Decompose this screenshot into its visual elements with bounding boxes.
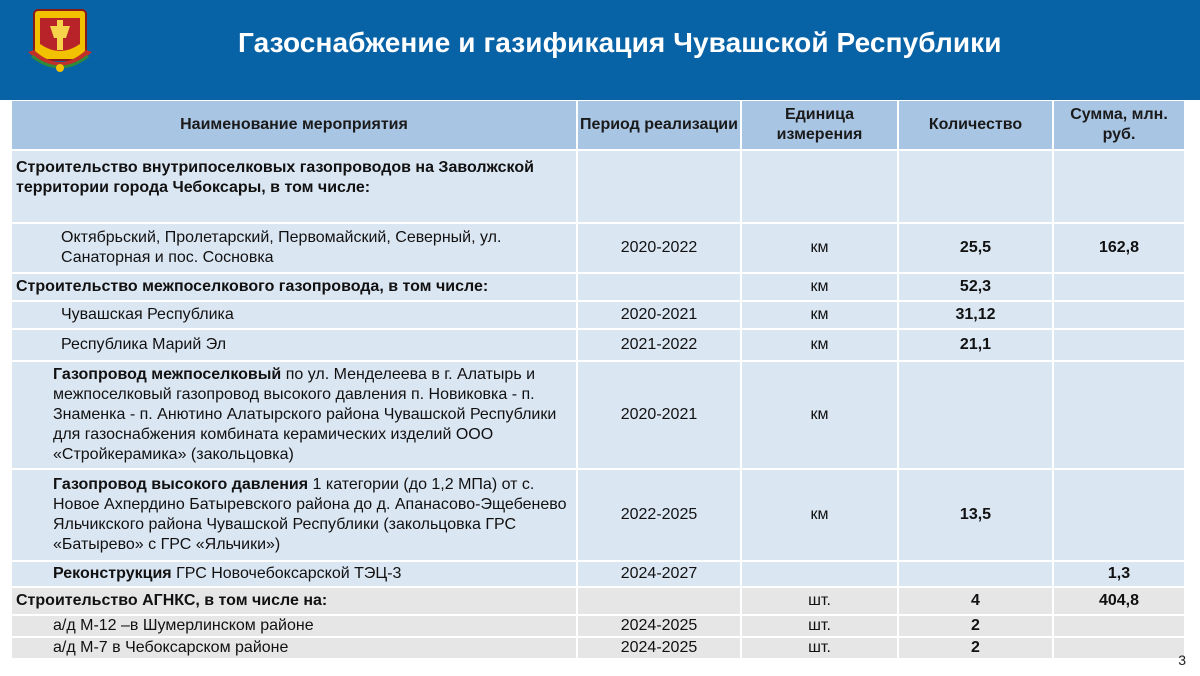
column-header-name: Наименование мероприятия	[12, 101, 577, 150]
row-sum	[1053, 329, 1185, 361]
row-quantity	[898, 150, 1053, 223]
row-unit: км	[741, 223, 898, 273]
row-sum	[1053, 637, 1185, 659]
table-row	[12, 361, 1185, 469]
row-unit: км	[741, 469, 898, 561]
table-row	[12, 329, 1185, 361]
column-header-sum: Сумма, млн. руб.	[1053, 101, 1185, 150]
row-name: Республика Марий Эл	[12, 329, 577, 361]
row-name: Строительство внутрипоселковых газопроводов на Заволжской территории города Чебоксары, в том числе:	[12, 150, 577, 223]
row-period	[577, 273, 741, 301]
row-name: а/д М-12 –в Шумерлинском районе	[12, 615, 577, 637]
row-name: Строительство межпоселкового газопровода, в том числе:	[12, 273, 577, 301]
table-row	[12, 273, 1185, 301]
row-period: 2020-2021	[577, 361, 741, 469]
row-unit: шт.	[741, 615, 898, 637]
row-name: Чувашская Республика	[12, 301, 577, 329]
row-period: 2021-2022	[577, 329, 741, 361]
column-header-period: Период реализации	[577, 101, 741, 150]
row-quantity: 13,5	[898, 469, 1053, 561]
column-header-unit: Единица измерения	[741, 101, 898, 150]
row-name: Газопровод высокого давления 1 категории (до 1,2 МПа) от с. Новое Ахпердино Батыревского района до д. Апанасово-Эщебенево Яльчикского района Чувашской Республики (закольцовка ГРС «Батырево» с ГРС «Яльчики»)	[12, 469, 577, 561]
table-row	[12, 301, 1185, 329]
table-row	[12, 615, 1185, 637]
projects-table	[12, 101, 1186, 660]
row-name: Октябрьский, Пролетарский, Первомайский, Северный, ул. Санаторная и пос. Сосновка	[12, 223, 577, 273]
table-header-row	[12, 101, 1185, 150]
row-sum: 1,3	[1053, 561, 1185, 587]
row-unit: шт.	[741, 587, 898, 615]
row-unit: км	[741, 273, 898, 301]
row-sum	[1053, 615, 1185, 637]
row-sum	[1053, 301, 1185, 329]
row-name: Реконструкция ГРС Новочебоксарской ТЭЦ-3	[12, 561, 577, 587]
row-sum	[1053, 469, 1185, 561]
table-row	[12, 587, 1185, 615]
table-row	[12, 223, 1185, 273]
row-period	[577, 587, 741, 615]
row-sum: 404,8	[1053, 587, 1185, 615]
table-row	[12, 150, 1185, 223]
row-period	[577, 150, 741, 223]
table-row	[12, 469, 1185, 561]
row-quantity	[898, 361, 1053, 469]
row-name: Строительство АГНКС, в том числе на:	[12, 587, 577, 615]
row-sum: 162,8	[1053, 223, 1185, 273]
row-quantity: 31,12	[898, 301, 1053, 329]
row-sum	[1053, 361, 1185, 469]
row-period: 2020-2022	[577, 223, 741, 273]
row-quantity: 21,1	[898, 329, 1053, 361]
row-period: 2024-2027	[577, 561, 741, 587]
header-bar	[0, 0, 1200, 100]
row-sum	[1053, 150, 1185, 223]
table-row	[12, 561, 1185, 587]
table-row	[12, 637, 1185, 659]
row-quantity: 25,5	[898, 223, 1053, 273]
column-header-quantity: Количество	[898, 101, 1053, 150]
row-quantity: 4	[898, 587, 1053, 615]
row-unit: км	[741, 361, 898, 469]
row-quantity: 2	[898, 615, 1053, 637]
page-number: 3	[1178, 652, 1186, 668]
row-unit: км	[741, 301, 898, 329]
row-unit	[741, 561, 898, 587]
row-period: 2024-2025	[577, 637, 741, 659]
row-period: 2020-2021	[577, 301, 741, 329]
row-quantity: 52,3	[898, 273, 1053, 301]
row-sum	[1053, 273, 1185, 301]
row-unit: км	[741, 329, 898, 361]
chuvashia-coat-of-arms-icon	[20, 4, 100, 84]
row-unit: шт.	[741, 637, 898, 659]
row-period: 2024-2025	[577, 615, 741, 637]
row-unit	[741, 150, 898, 223]
row-name: а/д М-7 в Чебоксарском районе	[12, 637, 577, 659]
row-quantity	[898, 561, 1053, 587]
page-title: Газоснабжение и газификация Чувашской Республики	[238, 27, 1002, 58]
row-period: 2022-2025	[577, 469, 741, 561]
row-quantity: 2	[898, 637, 1053, 659]
row-name: Газопровод межпоселковый по ул. Менделеева в г. Алатырь и межпоселковый газопровод высокого давления п. Новиковка - п. Знаменка - п. Анютино Алатырского района Чувашской Республики для газоснабжения комбината керамических изделий ООО «Стройкерамика» (закольцовка)	[12, 361, 577, 469]
